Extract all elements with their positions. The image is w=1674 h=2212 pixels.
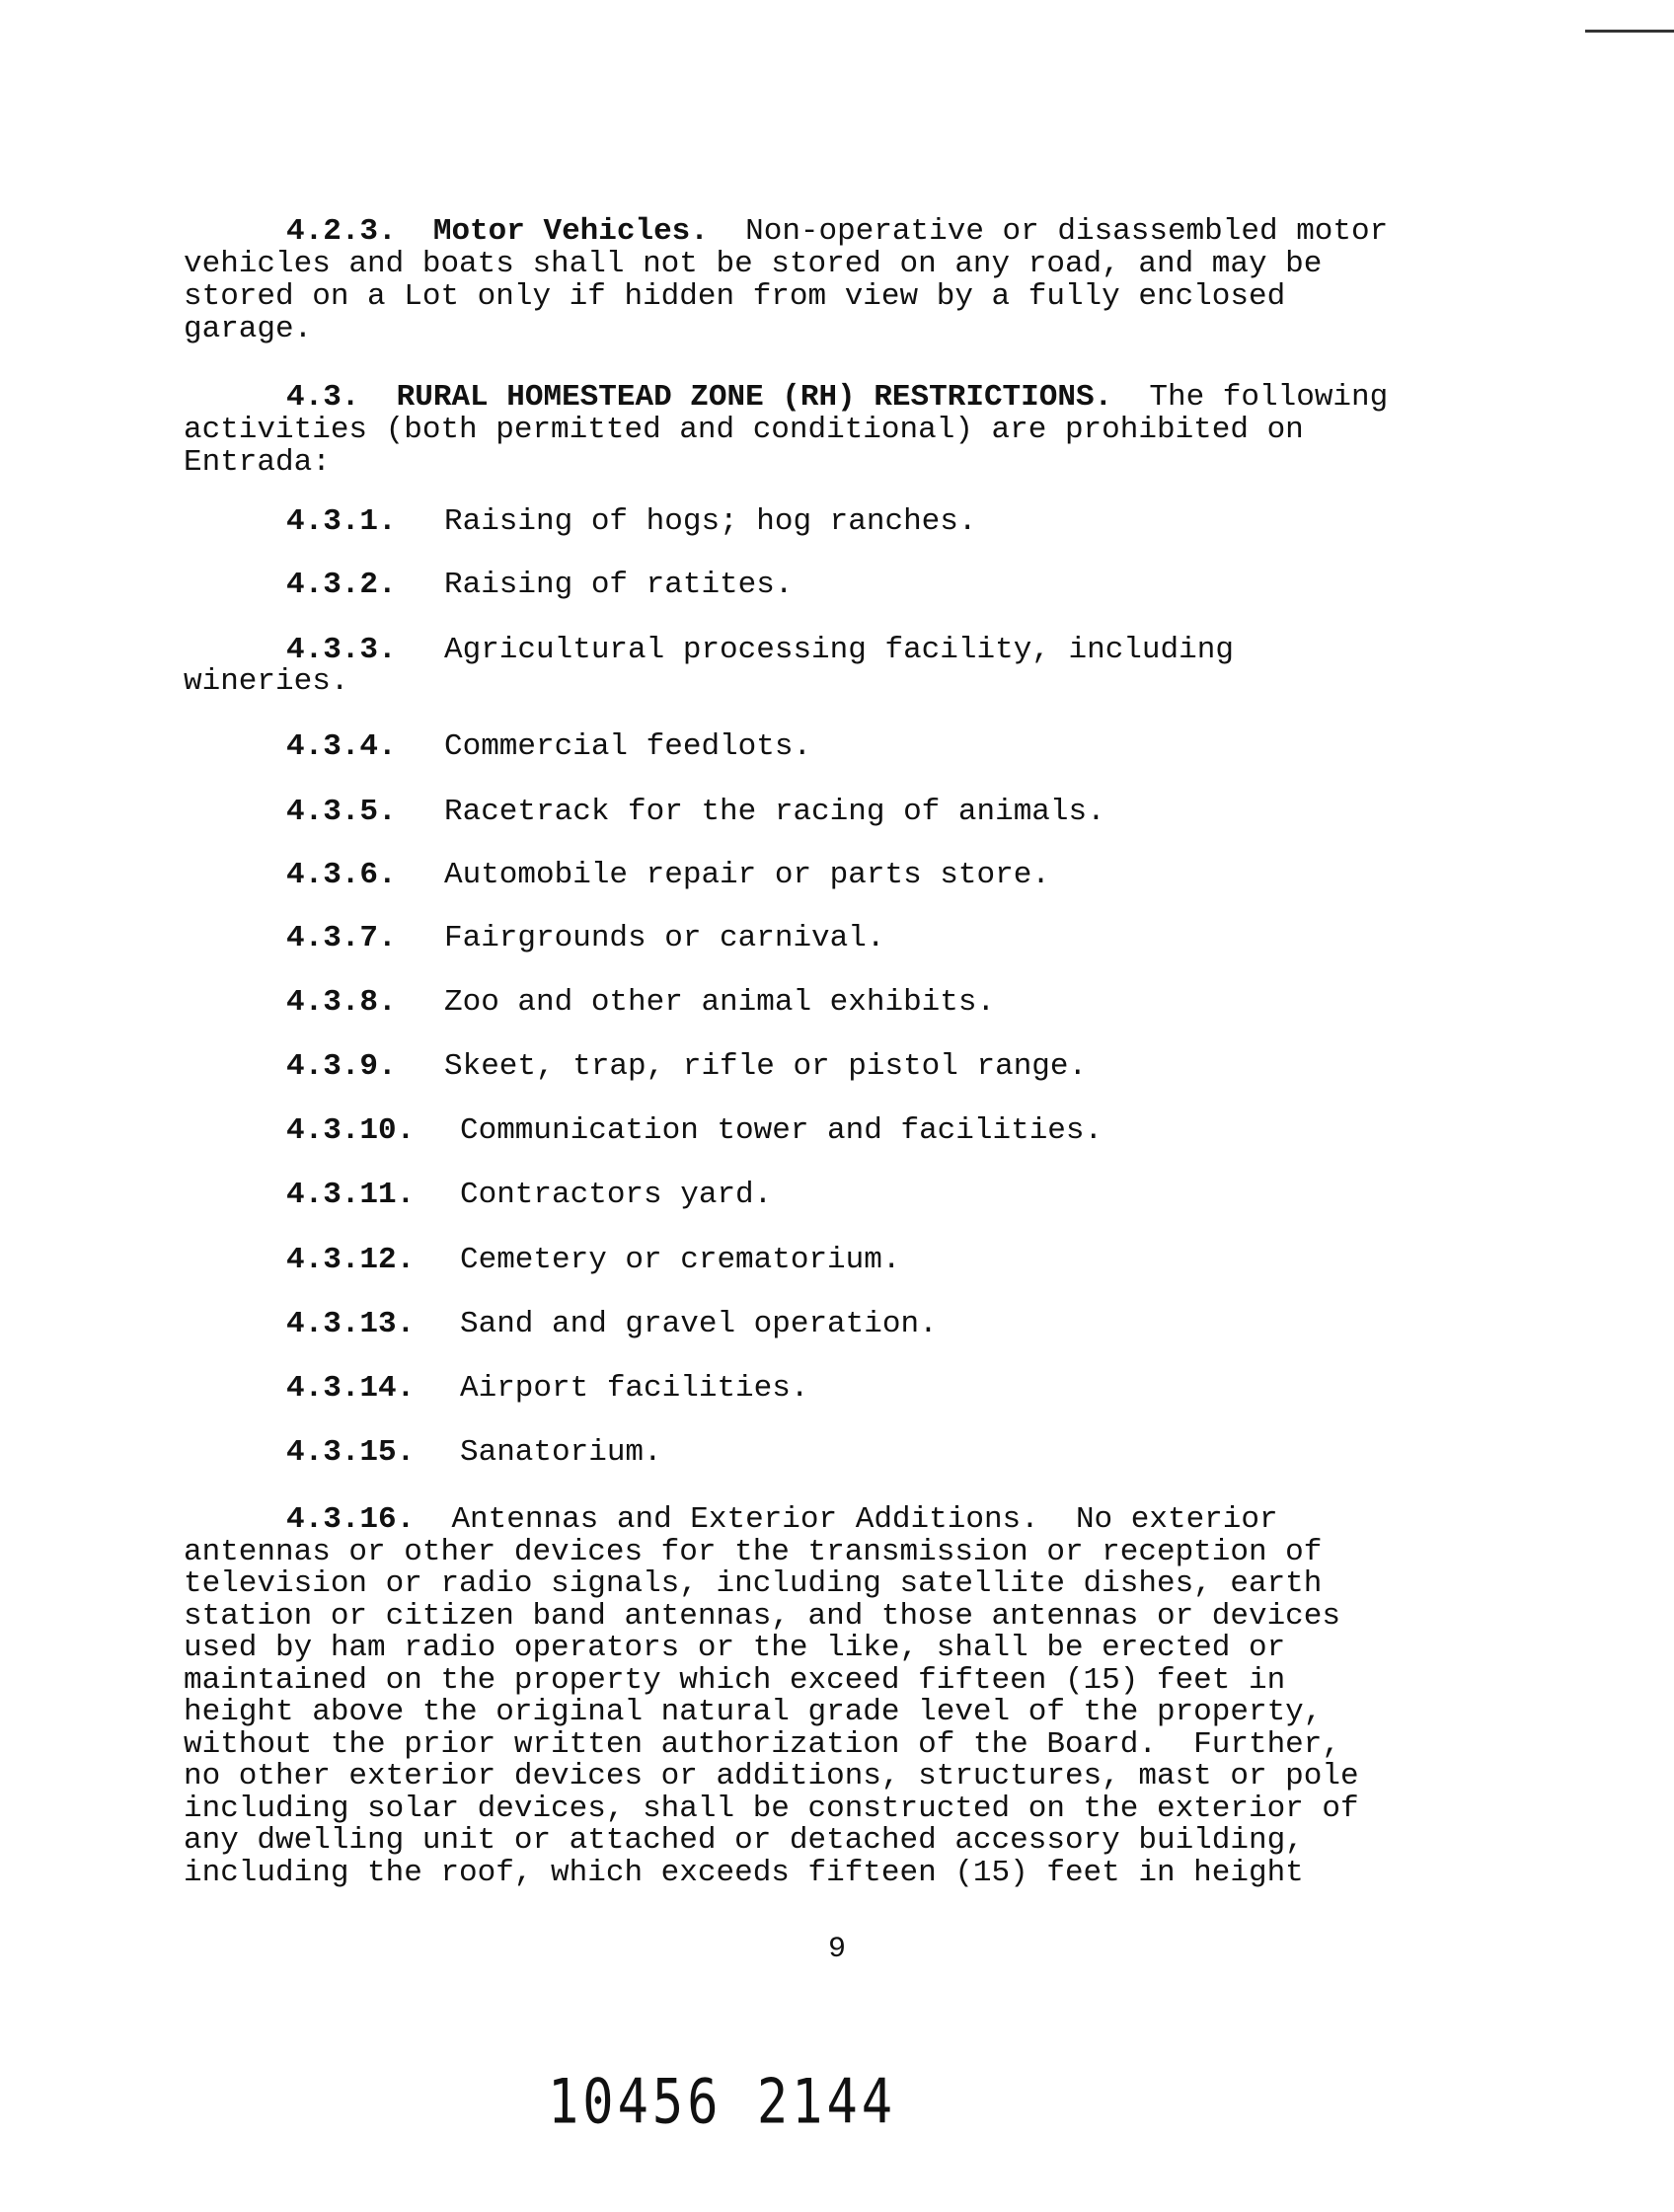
item-number: 4.3.10. [286,1113,416,1148]
item-number: 4.3.11. [286,1178,416,1212]
list-item [286,1050,1087,1083]
section-heading: RURAL HOMESTEAD ZONE (RH) RESTRICTIONS. [396,380,1113,415]
item-text: Cemetery or crematorium. [460,1243,901,1277]
list-item [286,1244,900,1276]
item-number: 4.3.1. [286,504,397,539]
list-item [286,730,811,763]
item-text: Zoo and other animal exhibits. [444,985,996,1020]
list-item [286,1179,772,1211]
item-number: 4.3.2. [286,568,397,602]
section-text-rest: antennas or other devices for the transmission or reception of television or radio signals, including satellite dishes, earth station or citizen band antennas, and those antennas or devices used by ham radio operators or the like, shall be erected or maintained on the property which exceed fifteen (15) feet in height above the original natural grade level of the property, without the prior written authorization of the Board. Further, no other exterior devices or additions, structures, mast or pole including solar devices, shall be constructed on the exterior of any dwelling unit or attached or detached accessory building, including the roof, which exceeds fifteen (15) feet in height [184,1534,1359,1890]
item-number: 4.3.4. [286,729,397,764]
list-item [286,505,977,538]
item-text: Sand and gravel operation. [460,1307,938,1341]
item-number: 4.3.6. [286,858,397,892]
item-number: 4.3.8. [286,985,397,1020]
item-text: Commercial feedlots. [444,729,812,764]
section-text-first: Antennas and Exterior Additions. No exterior [451,1502,1278,1537]
section-heading: Motor Vehicles. [432,214,709,249]
list-item-continuation [184,665,348,698]
section-number: 4.3.16. [286,1502,416,1537]
list-item [286,634,1234,666]
list-item [286,922,884,954]
section-text-first: Non-operative or disassembled motor [745,214,1389,249]
item-text: Fairgrounds or carnival. [444,921,885,955]
item-number: 4.3.3. [286,633,397,667]
section-4-3-16 [184,1504,1486,1889]
section-number: 4.3. [286,380,360,415]
item-text: Agricultural processing facility, including [444,633,1234,667]
list-item [286,1308,938,1340]
item-number: 4.3.14. [286,1371,416,1406]
section-number: 4.2.3. [286,214,397,249]
section-text-rest: vehicles and boats shall not be stored on any road, and may be stored on a Lot only if hidden from view by a fully enclosed garage. [184,247,1323,346]
item-number: 4.3.15. [286,1435,416,1470]
list-item [286,569,793,601]
scan-corner-mark [1585,30,1674,33]
recording-stamp: 10456 2144 [548,2067,897,2138]
item-text: Raising of hogs; hog ranches. [444,504,977,539]
page-number: 9 [827,1933,846,1966]
list-item [286,1372,808,1405]
list-item [286,986,995,1019]
item-continuation-text: wineries. [184,664,349,699]
section-text-rest: activities (both permitted and conditional) are prohibited on Entrada: [184,413,1304,480]
item-text: Raising of ratites. [444,568,794,602]
section-4-2-3 [184,215,1486,345]
list-item [286,1436,662,1469]
item-number: 4.3.12. [286,1243,416,1277]
item-text: Automobile repair or parts store. [444,858,1050,892]
item-text: Skeet, trap, rifle or pistol range. [444,1049,1088,1084]
item-text: Racetrack for the racing of animals. [444,795,1105,829]
list-item [286,859,1050,891]
item-text: Contractors yard. [460,1178,773,1212]
item-text: Communication tower and facilities. [460,1113,1103,1148]
item-number: 4.3.13. [286,1307,416,1341]
item-number: 4.3.7. [286,921,397,955]
list-item [286,1114,1103,1147]
list-item [286,796,1105,828]
item-text: Sanatorium. [460,1435,662,1470]
item-number: 4.3.5. [286,795,397,829]
section-text-first: The following [1149,380,1389,415]
section-4-3 [184,381,1486,479]
item-text: Airport facilities. [460,1371,809,1406]
item-number: 4.3.9. [286,1049,397,1084]
